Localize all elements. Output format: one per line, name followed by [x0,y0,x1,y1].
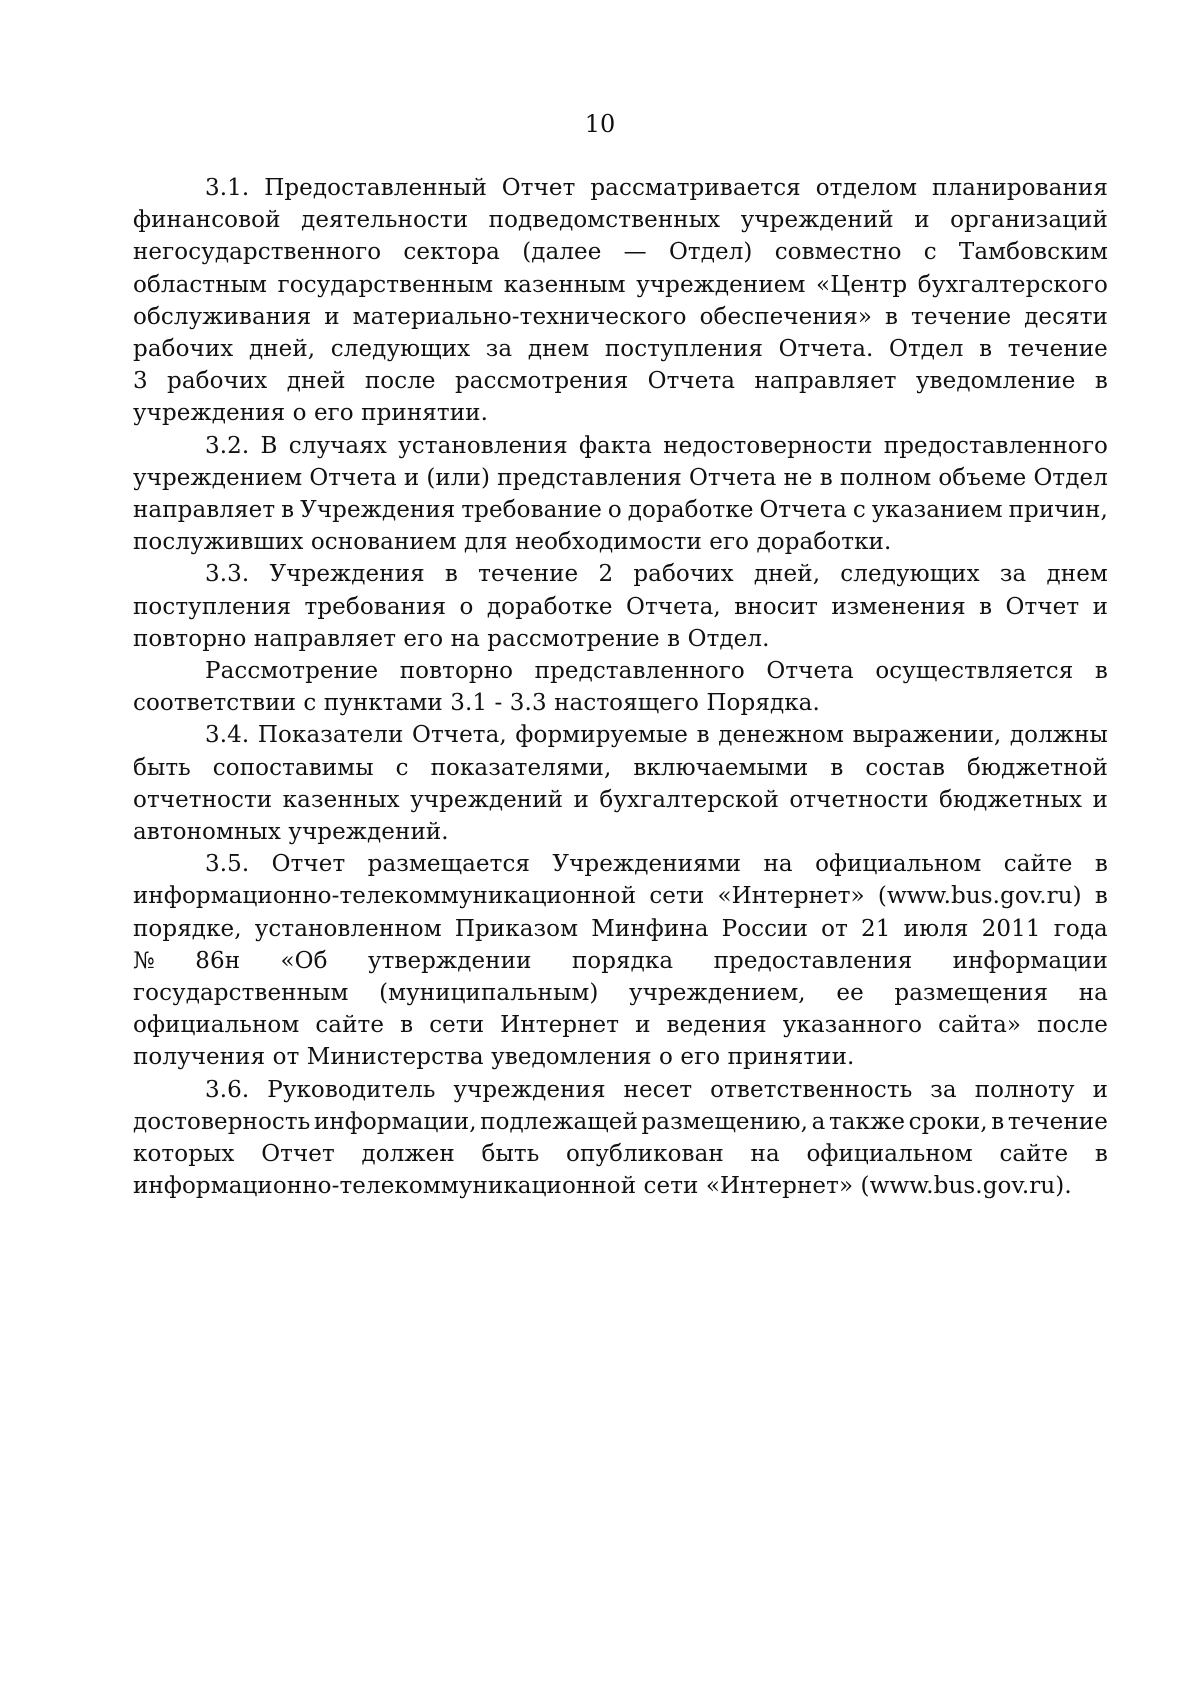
text-word: требование [461,497,602,524]
text-word: полном [839,464,932,491]
paragraph [133,172,1108,430]
text-word: Отчет [1005,593,1080,620]
text-line [133,172,1108,204]
text-word: информации, [313,1108,477,1135]
text-word: казенных [282,786,400,813]
text-line [133,591,1108,623]
text-word: обслуживания [133,303,312,330]
text-word: с [395,754,409,781]
text-word: ответственность [710,1076,913,1103]
text-word: утверждении [367,947,532,974]
text-word: Учреждения [269,561,425,588]
text-word: опубликован [566,1141,724,1168]
paragraph-reconsideration [133,655,1108,719]
document-body [133,172,1108,1203]
text-word: состав [865,754,946,781]
text-word: России [721,915,809,942]
text-word: и [1092,593,1108,620]
text-word: денежном [718,722,844,749]
text-line: послуживших основанием для необходимости его доработки. [133,529,892,556]
text-word: о [607,497,622,524]
text-word: официальном [133,1012,300,1039]
text-word: информационно-телекоммуникационной [133,883,637,910]
text-word: поступления [604,336,763,363]
text-word: указанием [871,497,1003,524]
text-word: также [828,1108,906,1135]
text-word: сайте [999,1141,1069,1168]
text-word: а [811,1108,826,1135]
text-word: изменения [831,593,966,620]
text-word: Отдел [889,336,964,363]
text-word: Отчета [759,497,847,524]
text-word: в [979,593,993,620]
text-word: достоверность [133,1108,311,1135]
text-word: после [1037,1012,1108,1039]
text-word: в [979,336,993,363]
text-word: должны [1009,722,1108,749]
text-word: объеме [938,464,1027,491]
text-word: подлежащей [480,1108,638,1135]
text-word: обеспечения» [699,303,872,330]
text-word: вносит [734,593,818,620]
text-word: Отчет [271,851,346,878]
text-word: бухгалтерского [917,271,1108,298]
text-word: Отчета, [626,593,721,620]
text-line [133,977,1108,1009]
text-word: официальном [806,1141,973,1168]
text-word: бухгалтерской [599,786,779,813]
text-word: размещению, [641,1108,809,1135]
text-word: планирования [932,175,1108,201]
text-word: года [1053,915,1108,942]
text-line [133,269,1108,301]
text-word: Руководитель [267,1076,436,1103]
text-word: ведения [666,1012,767,1039]
text-word: Приказом [454,915,579,942]
text-word: в [400,1012,414,1039]
text-word: июля [903,915,969,942]
text-line [133,784,1108,816]
text-word: Отдел [1033,464,1108,491]
text-word: сроки, [908,1108,988,1135]
text-word: показателями, [430,754,612,781]
text-line [133,462,1108,494]
text-word: порядке, [133,915,242,942]
text-line [133,204,1108,236]
text-word: о [459,593,474,620]
text-word: в [444,561,458,588]
text-line: получения от Министерства уведомления о его принятии. [133,1044,855,1071]
text-word: уведомление [915,368,1076,395]
text-word: рассматривается [590,175,801,201]
text-word: В [260,432,278,459]
text-line [133,848,1108,880]
text-word: 2 [598,561,614,588]
text-word: материально-технического [352,303,687,330]
text-word: Отчета [688,464,777,491]
text-word: которых [133,1141,235,1168]
text-word: и [1092,1076,1108,1103]
paragraph-3-4 [133,719,1108,848]
paragraph [133,655,1108,719]
text-word: Минфина [591,915,709,942]
text-word: за [930,1076,957,1103]
text-line [133,494,1108,526]
text-word: случаях [288,432,387,459]
text-word: рабочих [133,336,234,363]
text-word: днем [1046,561,1108,588]
text-word: и [1092,786,1108,813]
text-word: на [763,851,793,878]
text-word: не [783,464,813,491]
paragraph [133,558,1108,655]
text-word: дней, [248,336,316,363]
text-word: поступления [133,593,292,620]
text-line [133,719,1108,751]
text-word: сопоставимы [212,754,374,781]
text-word: после [364,368,436,395]
text-word: порядка [571,947,674,974]
text-word: подведомственных [488,207,721,234]
text-word: несет [623,1076,693,1103]
text-word: осуществляется [875,658,1074,685]
text-word: сайте [1003,851,1073,878]
text-word: учреждений [740,207,894,234]
text-word: рассмотрения [454,368,629,395]
text-word: государственным [133,980,349,1007]
text-word: за [999,561,1027,588]
text-word: дней, [753,561,821,588]
text-word: «Интернет» [717,883,865,910]
text-line: учреждения о его принятии. [133,400,488,427]
text-word: Отчета, [411,722,507,749]
text-line [133,301,1108,333]
text-word: (далее [522,239,602,266]
text-word: ее [836,980,864,1007]
text-line [133,558,1108,590]
text-word: 3.4. [205,722,250,749]
text-word: в [1094,658,1108,685]
text-word: отчетности [789,786,929,813]
text-word: и [914,207,930,234]
text-word: от [821,915,848,942]
text-word: в [1094,883,1108,910]
text-word: 21 [861,915,891,942]
text-word: учреждением [133,464,303,491]
text-word: быть [481,1141,540,1168]
paragraph [133,1074,1108,1203]
text-line [133,880,1108,912]
text-word: в [696,722,710,749]
text-word: государственным [277,271,494,298]
text-line [133,236,1108,268]
text-word: в [830,754,844,781]
text-word: «Об [280,947,328,974]
text-word: Отчета. [778,336,874,363]
text-word: требования [304,593,447,620]
paragraph-3-2 [133,430,1108,559]
text-word: организаций [950,207,1108,234]
text-word: и [324,303,340,330]
text-word: недостоверности [663,432,873,459]
text-word: быть [133,754,191,781]
text-word: и [573,786,589,813]
text-word: — [623,239,647,266]
text-word: областным [133,271,268,298]
text-line [133,1138,1108,1170]
text-word: Рассмотрение [205,658,379,685]
text-word: выражении, [852,722,1002,749]
text-word: рабочих [633,561,734,588]
text-word: размещения [894,980,1049,1007]
text-word: доработке [627,497,754,524]
text-word: в [819,464,833,491]
text-word: и [635,1012,651,1039]
paragraph [133,430,1108,559]
text-word: Учреждения [300,497,456,524]
text-word: № [133,947,155,974]
text-line: информационно-телекоммуникационной сети «Интернет» (www.bus.gov.ru). [133,1173,1072,1200]
text-word: совместно [774,239,902,266]
text-word: бюджетной [967,754,1108,781]
text-word: Интернет [500,1012,620,1039]
text-word: 3.6. [205,1076,250,1103]
text-word: в [991,1108,1005,1135]
text-word: указанного [782,1012,923,1039]
text-line [133,365,1108,397]
text-word: 3.2. [205,432,250,459]
text-word: Отчета [647,368,736,395]
text-word: направляет [133,497,276,524]
text-word: установления [398,432,568,459]
text-line [133,752,1108,784]
text-line: соответствии с пунктами 3.1 - 3.3 настоящего Порядка. [133,690,820,717]
text-word: бюджетных [939,786,1083,813]
text-word: 3.3. [205,561,250,588]
text-word: днем [527,336,590,363]
text-line [133,430,1108,462]
text-line [133,655,1108,687]
text-word: Отчет [501,175,576,201]
text-word: Показатели [257,722,404,749]
text-word: причин, [1008,497,1108,524]
text-word: казенным [503,271,626,298]
text-word: 3.1. [205,175,250,201]
paragraph [133,719,1108,848]
text-word: сайте [315,1012,385,1039]
text-word: учреждения [453,1076,606,1103]
text-word: Отчет [261,1141,335,1168]
text-word: в [281,497,295,524]
text-word: в [1094,1141,1108,1168]
text-word: на [1078,980,1108,1007]
text-word: течение [1007,336,1108,363]
text-word: Предоставленный [264,175,487,201]
text-word: с [852,497,866,524]
text-word: течение [911,303,1012,330]
text-word: (или) [426,464,491,491]
text-word: 2011 [981,915,1041,942]
text-word: отчетности [133,786,273,813]
text-line [133,913,1108,945]
text-word: (муниципальным) [379,980,599,1007]
text-word: сайта» [938,1012,1022,1039]
text-line: автономных учреждений. [133,819,449,846]
text-word: информации [952,947,1108,974]
text-word: (www.bus.gov.ru) [877,883,1082,910]
text-line [133,1074,1108,1106]
text-word: факта [578,432,652,459]
text-word: размещается [367,851,531,878]
text-word: «Центр [816,271,908,298]
text-line [133,333,1108,365]
text-word: 3.5. [205,851,250,878]
text-word: сектора [403,239,500,266]
text-word: негосударственного [133,239,382,266]
text-word: десяти [1024,303,1108,330]
text-word: представленного [534,658,745,685]
text-word: в [1094,851,1108,878]
text-word: Отчета [309,464,397,491]
text-word: предоставления [713,947,913,974]
text-word: следующих [840,561,980,588]
text-word: в [1094,368,1108,395]
text-word: дней [286,368,346,395]
text-word: доработке [486,593,613,620]
text-line [133,1009,1108,1041]
text-word: предоставленного [883,432,1108,459]
paragraph-3-1 [133,172,1108,430]
text-word: учреждением [636,271,806,298]
text-word: повторно [399,658,514,685]
text-line [133,945,1108,977]
page-number: 10 [584,110,616,138]
text-word: Тамбовским [958,239,1108,266]
text-word: учреждением, [629,980,806,1007]
paragraph [133,848,1108,1073]
text-word: 3 [133,368,148,395]
text-word: в [884,303,899,330]
text-word: должен [361,1141,455,1168]
text-word: сети [649,883,705,910]
text-word: включаемыми [633,754,809,781]
text-word: представления [497,464,682,491]
text-word: деятельности [301,207,469,234]
text-word: течение [1007,1108,1108,1135]
text-word: Отчета [766,658,854,685]
paragraph-3-5 [133,848,1108,1073]
text-word: за [485,336,513,363]
text-word: следующих [330,336,471,363]
text-word: рабочих [167,368,268,395]
paragraph-3-3 [133,558,1108,655]
text-word: учреждений [410,786,564,813]
text-word: с [923,239,937,266]
text-line: повторно направляет его на рассмотрение в Отдел. [133,625,770,652]
text-word: на [750,1141,780,1168]
text-word: Отдел) [668,239,753,266]
text-word: течение [478,561,579,588]
text-word: формируемые [515,722,688,749]
text-word: официальном [815,851,982,878]
text-word: отделом [815,175,918,201]
text-word: установленном [254,915,442,942]
text-word: направляет [754,368,897,395]
text-word: финансовой [133,207,281,234]
text-word: сети [429,1012,485,1039]
text-word: полноту [974,1076,1075,1103]
text-word: Учреждениями [552,851,742,878]
text-word: 86н [195,947,241,974]
text-word: и [403,464,420,491]
text-line [133,1106,1108,1138]
paragraph-3-6 [133,1074,1108,1203]
